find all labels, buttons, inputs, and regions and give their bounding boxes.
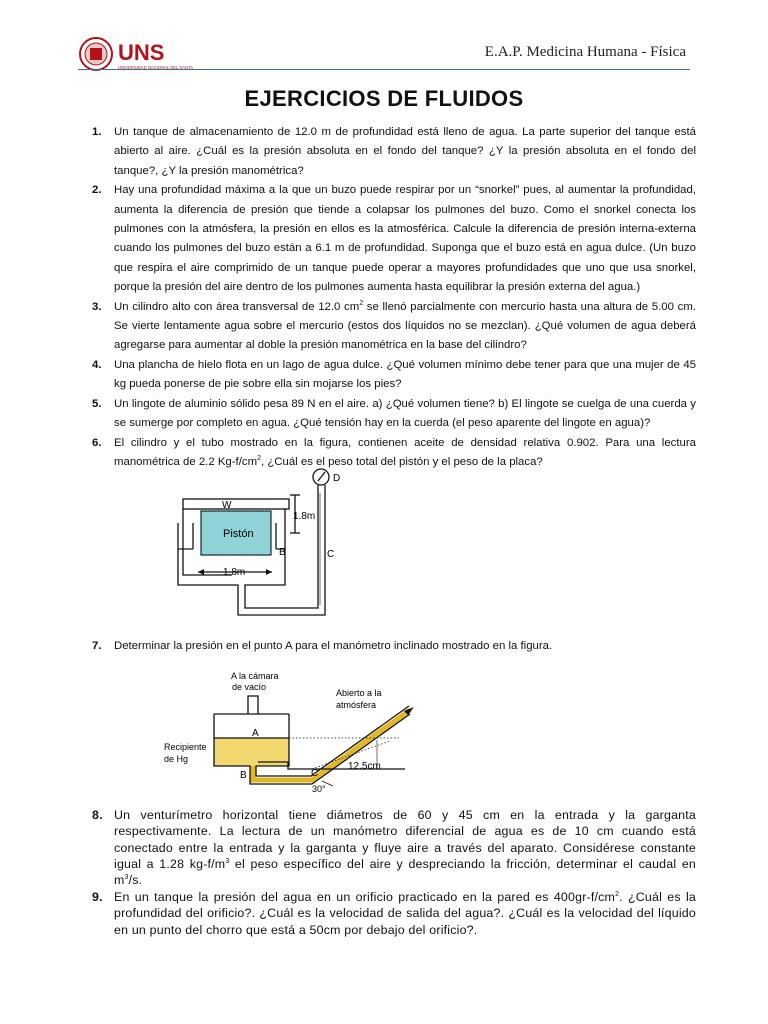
label-container-2: de Hg: [164, 754, 189, 764]
label-container-1: Recipiente: [164, 742, 207, 752]
header-course: E.A.P. Medicina Humana - Física: [484, 44, 686, 60]
superscript: 2: [257, 455, 261, 463]
university-logo: [78, 36, 258, 72]
label-camera-1: A la cámara: [231, 671, 279, 681]
label-dim-vertical: 1.8m: [293, 511, 316, 522]
label-open-1: Abierto a la: [336, 688, 382, 698]
exercise-text: /s.: [128, 873, 143, 888]
label-w: W: [222, 500, 232, 511]
piston-figure: [160, 465, 380, 630]
logo-subtext: UNIVERSIDAD NACIONAL DEL SANTA: [118, 65, 194, 70]
label-length: 12.5cm: [348, 761, 381, 772]
exercise-number: 4.: [92, 358, 102, 371]
exercise-text: el peso específico del aire y despreciando la fricción, determinar el caudal en m: [114, 856, 696, 888]
inclined-manometer-figure: [160, 668, 440, 808]
exercise-text: Un lingote de aluminio sólido pesa 89 N en el aire. a) ¿Qué volumen tiene? b) El lingote se cuelga de una cuerda y se sumerge por completo en agua. ¿Qué tensión hay en la cuerda (el peso aparente del lingote en agua)?: [114, 397, 696, 430]
label-dim-horizontal: 1.8m: [223, 567, 246, 578]
exercise-9: [92, 889, 696, 938]
label-open-2: atmósfera: [336, 700, 377, 710]
exercise-7: [92, 637, 696, 656]
exercise-text: El cilindro y el tubo mostrado en la figura, contienen aceite de densidad relativa 0.902. Para una lectura manométrica de 2.2 Kg-f/cm: [114, 436, 696, 468]
exercise-4: [92, 356, 696, 395]
exercise-3: [92, 298, 696, 356]
exercise-2: [92, 181, 696, 297]
exercise-number: 1.: [92, 126, 102, 138]
superscript: 3: [124, 874, 129, 882]
superscript: 2: [615, 890, 620, 898]
weight-plate: [183, 499, 289, 509]
label-a: A: [252, 728, 259, 739]
label-b: B: [240, 770, 247, 781]
exercise-text: En un tanque la presión del agua en un orificio practicado en la pared es 400gr-f/cm: [114, 889, 616, 904]
label-c: C: [327, 549, 335, 560]
exercise-5: [92, 395, 696, 434]
exercise-number: 7.: [92, 640, 102, 653]
exercise-text: Un tanque de almacenamiento de 12.0 m de profundidad está lleno de agua. La parte superior del tanque está abierto al aire. ¿Cuál es la presión absoluta en el fondo del tanque? ¿Y la presión absoluta en el fondo del tanque?, ¿Y la presión manométrica?: [114, 126, 696, 177]
exercise-text: Hay una profundidad máxima a la que un buzo puede respirar por un “snorkel” pues, al aumentar la profundidad, aumenta la diferencia de presión que tiende a colapsar los pulmones del buzo. Como el snorkel conecta los pulmones con la atmósfera, la presión en ellos es la atmosférica. Calcule la diferencia de presión interna-externa cuando los pulmones del buzo están a 6.1 m de profundidad. Suponga que el buzo está en agua dulce. (Un buzo que respira el aire comprimido de un tanque puede operar a mayores profundidades que uno que usa snorkel, porque la presión del aire dentro de los pulmones aumenta hasta equilibrar la presión externa del agua.): [114, 184, 696, 294]
exercise-text: Una plancha de hielo flota en un lago de agua dulce. ¿Qué volumen mínimo debe tener para que una mujer de 45 kg pueda ponerse de pie sobre ella sin mojarse los pies?: [114, 358, 696, 391]
label-angle: 30°: [312, 784, 326, 794]
exercise-8: [92, 807, 696, 889]
exercise-number: 3.: [92, 300, 102, 313]
superscript: 2: [359, 299, 364, 307]
exercise-text: Un cilindro alto con área transversal de 12.0 cm: [114, 300, 360, 313]
logo-text: UNS: [118, 40, 165, 65]
label-b: B: [279, 547, 286, 558]
exercise-text: . ¿Cuál es la profundidad del orificio?. ¿Cuál es la velocidad de salida del agua?. ¿Cuál es la velocidad del líquido en un punto del chorro que está a 50cm por debajo del orificio?.: [114, 889, 696, 937]
label-d: D: [333, 473, 341, 484]
label-piston: Pistón: [223, 528, 254, 540]
exercise-text: se llenó parcialmente con mercurio hasta una altura de 5.00 cm. Se vierte lentamente agua sobre el mercurio (estos dos líquidos no se mezclan). ¿Qué volumen de agua deberá agregarse para aumentar al doble la presión manométrica en la base del cilindro?: [114, 300, 696, 352]
exercise-number: 9.: [92, 889, 103, 904]
exercise-1: [92, 123, 696, 181]
exercise-text: Un venturímetro horizontal tiene diámetros de 60 y 45 cm en la entrada y la garganta respectivamente. La lectura de un manómetro diferencial de agua es de 10 cm cuando está conectado entre la entrada y la garganta y fluye aire a través del aparato. Considérese constante igual a 1.28 kg-f/m: [114, 807, 696, 871]
exercise-number: 6.: [92, 436, 102, 449]
page-header: [78, 32, 690, 72]
exercise-number: 5.: [92, 397, 102, 410]
exercise-text: , ¿Cuál es el peso total del pistón y el peso de la placa?: [260, 455, 543, 468]
exercise-number: 8.: [92, 807, 103, 822]
header-divider: [78, 69, 690, 70]
label-camera-2: de vacío: [232, 682, 267, 692]
page-title: EJERCICIOS DE FLUIDOS: [244, 86, 524, 111]
label-c: C: [311, 768, 319, 779]
superscript: 3: [225, 857, 230, 865]
exercise-number: 2.: [92, 184, 102, 197]
exercise-text: Determinar la presión en el punto A para el manómetro inclinado mostrado en la figura.: [114, 640, 553, 653]
